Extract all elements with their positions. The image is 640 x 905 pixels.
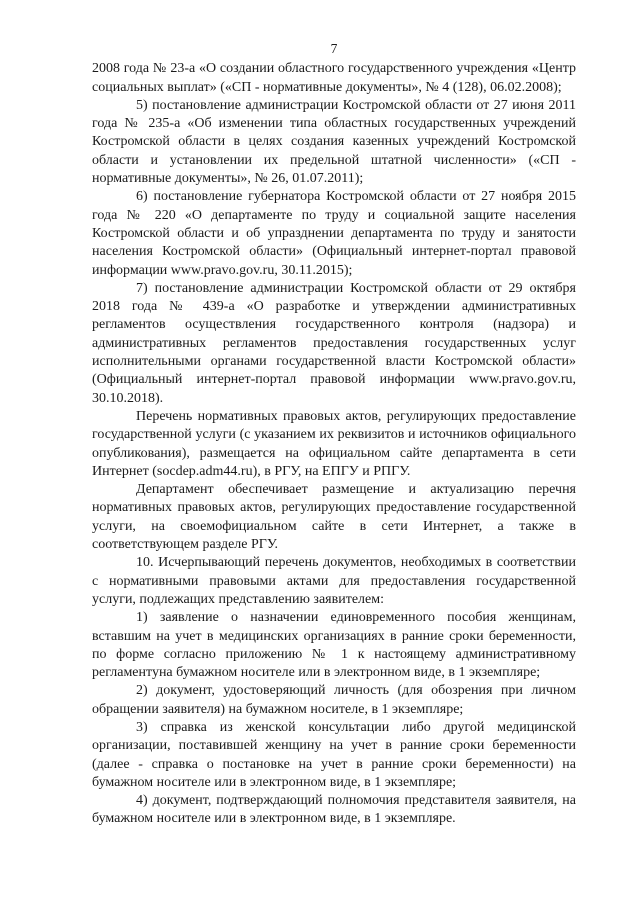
document-page <box>92 40 576 829</box>
paragraph: 6) постановление губернатора Костромской области от 27 ноября 2015 года № 220 «О департаменте по труду и социальной защите населения Костромской области и об упразднении департамента по труду и занятости населения Костромской области» (Официальный интернет-портал правовой информации www.pravo.gov.ru, 30.11.2015); <box>92 189 576 278</box>
page-number: 7 <box>330 41 338 56</box>
paragraph: 5) постановление администрации Костромской области от 27 июня 2011 года № 235-а «Об изменении типа областных государственных учреждений Костромской области в целях создания казенных учреждений Костромской области и установлении их предельной штатной численности» («СП - нормативные документы», № 26, 01.07.2011); <box>92 97 576 187</box>
paragraph: 2) документ, удостоверяющий личность (для обозрения при личном обращении заявителя) на бумажном носителе, в 1 экземпляре; <box>92 683 576 717</box>
paragraph: Перечень нормативных правовых актов, регулирующих предоставление государственной услуги (с указанием их реквизитов и источников официального опубликования), размещается на официальном сайте департамента в сети Интернет (socdep.adm44.ru), в РГУ, на ЕПГУ и РПГУ. <box>92 408 576 479</box>
paragraph: 1) заявление о назначении единовременного пособия женщинам, вставшим на учет в медицинских организациях в ранние сроки беременности, по форме согласно приложению № 1 к настоящему административному регламентуна бумажном носителе или в электронном виде, в 1 экземпляре; <box>92 610 576 681</box>
paragraph: 2008 года № 23-а «О создании областного государственного учреждения «Центр социальных выплат» («СП - нормативные документы», № 4 (128), 06.02.2008); <box>92 61 576 95</box>
paragraph: 10. Исчерпывающий перечень документов, необходимых в соответствии с нормативными правовыми актами для предоставления государственной услуги, подлежащих представлению заявителем: <box>92 555 576 607</box>
paragraph: 7) постановление администрации Костромской области от 29 октября 2018 года № 439-а «О разработке и утверждении административных регламентов осуществления государственного контроля (надзора) и административных регламентов предоставления государственных услуг исполнительными органами государственной власти Костромской области» (Официальный интернет-портал правовой информации www.pravo.gov.ru, 30.10.2018). <box>92 280 576 406</box>
paragraph: Департамент обеспечивает размещение и актуализацию перечня нормативных правовых актов, регулирующих предоставление государственной услуги, на своемофициальном сайте в сети Интернет, а также в соответствующем разделе РГУ. <box>92 482 576 553</box>
document-body <box>92 60 576 828</box>
paragraph: 4) документ, подтверждающий полномочия представителя заявителя, на бумажном носителе или в электронном виде, в 1 экземпляре. <box>92 793 576 827</box>
paragraph: 3) справка из женской консультации либо другой медицинской организации, поставившей женщину на учет в ранние сроки беременности (далее - справка о постановке на учет в ранние сроки беременности) на бумажном носителе или в электронном виде, в 1 экземпляре; <box>92 719 576 790</box>
